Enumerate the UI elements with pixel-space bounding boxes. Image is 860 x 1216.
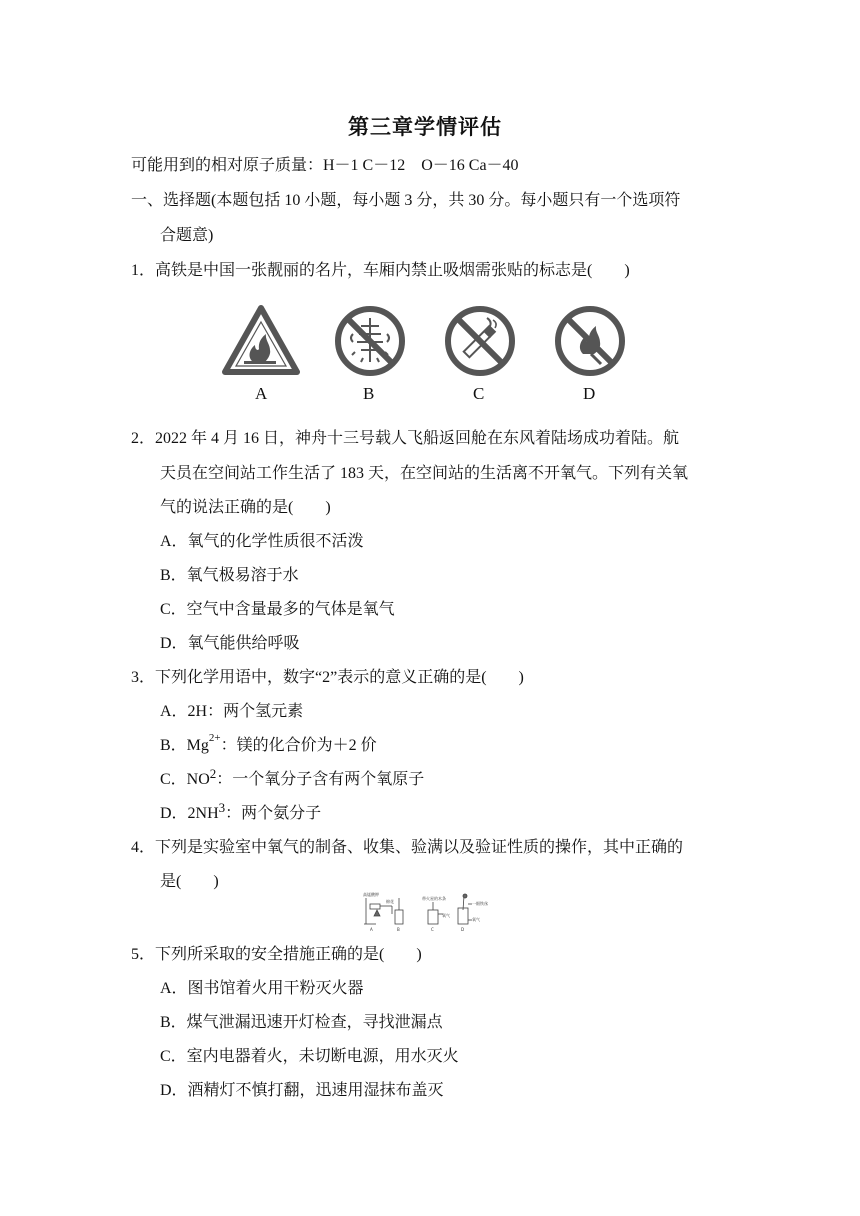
- figure-4-label-a: A: [370, 927, 373, 932]
- option-text-suffix: ：一个氧分子含有两个氧原子: [216, 771, 425, 788]
- figure-1-label-d: D: [583, 384, 596, 403]
- figure-4-label-c: C: [431, 927, 434, 932]
- figure-1-label-c: C: [473, 384, 485, 403]
- option-text: C．NO: [160, 771, 210, 788]
- question-3-option-b: [160, 732, 377, 754]
- question-3-stem: 3．下列化学用语中，数字“2”表示的意义正确的是( ): [131, 669, 524, 686]
- question-2-option-d: D．氧气能供给呼吸: [160, 635, 300, 652]
- section-heading-line1: 一、选择题(本题包括 10 小题，每小题 3 分，共 30 分。每小题只有一个选项符: [131, 192, 681, 209]
- figure-4-text-kmno4: 高锰酸钾: [363, 892, 379, 897]
- question-2-option-a: A．氧气的化学性质很不活泼: [160, 533, 364, 550]
- question-4-stem-line1: 4．下列是实验室中氧气的制备、收集、验满以及验证性质的操作，其中正确的: [131, 839, 684, 856]
- question-1-stem: 1．高铁是中国一张靓丽的名片，车厢内禁止吸烟需张贴的标志是( ): [131, 262, 630, 279]
- question-2-option-b: B．氧气极易溶于水: [160, 567, 299, 584]
- question-2-option-c: C．空气中含量最多的气体是氧气: [160, 601, 395, 618]
- option-text: A．2H：两个氢元素: [160, 703, 304, 720]
- no-smoking-sign-icon: [443, 304, 517, 378]
- figure-4-text-splint: 带火星的木条: [422, 896, 446, 901]
- atomic-mass-line: 可能用到的相对原子质量：H－1 C－12 O－16 Ca－40: [131, 157, 519, 174]
- question-3-option-c: [160, 766, 425, 788]
- option-text: B．Mg: [160, 737, 209, 754]
- question-2-stem-line1: 2．2022 年 4 月 16 日，神舟十三号载人飞船返回舱在东风着陆场成功着陆。航: [131, 430, 680, 447]
- ion-charge-superscript: 2+: [208, 732, 221, 744]
- no-fireworks-sign-icon: [333, 304, 407, 378]
- question-5-option-a: A．图书馆着火用干粉灭火器: [160, 980, 364, 997]
- question-2-stem-line3: 气的说法正确的是( ): [160, 499, 331, 516]
- question-5-option-b: B．煤气泄漏迅速开灯检查，寻找泄漏点: [160, 1014, 443, 1031]
- question-5-option-d: D．酒精灯不慎打翻，迅速用湿抹布盖灭: [160, 1082, 444, 1099]
- figure-4-text-iron-wire: 一细铁丝: [472, 901, 488, 906]
- oxygen-experiment-figure: [362, 892, 498, 932]
- question-2-stem-line2: 天员在空间站工作生活了 183 天，在空间站的生活离不开氧气。下列有关氧: [160, 465, 689, 482]
- flammable-warning-sign-icon: [222, 304, 300, 376]
- option-text-suffix: ：两个氨分子: [225, 805, 322, 822]
- figure-1-label-b: B: [363, 384, 375, 403]
- figure-4-label-d: D: [461, 927, 465, 932]
- figure-4-text-oxygen-d: 氧气: [472, 917, 480, 922]
- question-3-option-a: [160, 704, 303, 720]
- question-5-option-c: C．室内电器着火，未切断电源，用水灭火: [160, 1048, 459, 1065]
- figure-4-text-cotton: 棉花: [386, 899, 394, 904]
- question-4-stem-line2: 是( ): [160, 873, 219, 890]
- figure-4-text-oxygen-c: 氧气: [442, 913, 450, 918]
- question-3-option-d: [160, 800, 322, 822]
- no-open-flame-sign-icon: [553, 304, 627, 378]
- figure-1-label-a: A: [255, 384, 268, 403]
- figure-4-label-b: B: [397, 927, 400, 932]
- option-text: D．2NH: [160, 805, 219, 822]
- question-5-stem: 5．下列所采取的安全措施正确的是( ): [131, 946, 422, 963]
- page-title: 第三章学情评估: [348, 115, 502, 139]
- option-text-suffix: ：镁的化合价为＋2 价: [220, 737, 377, 754]
- formula-subscript: 2: [209, 766, 217, 781]
- section-heading-line2: 合题意): [160, 227, 214, 244]
- formula-subscript: 3: [218, 800, 226, 815]
